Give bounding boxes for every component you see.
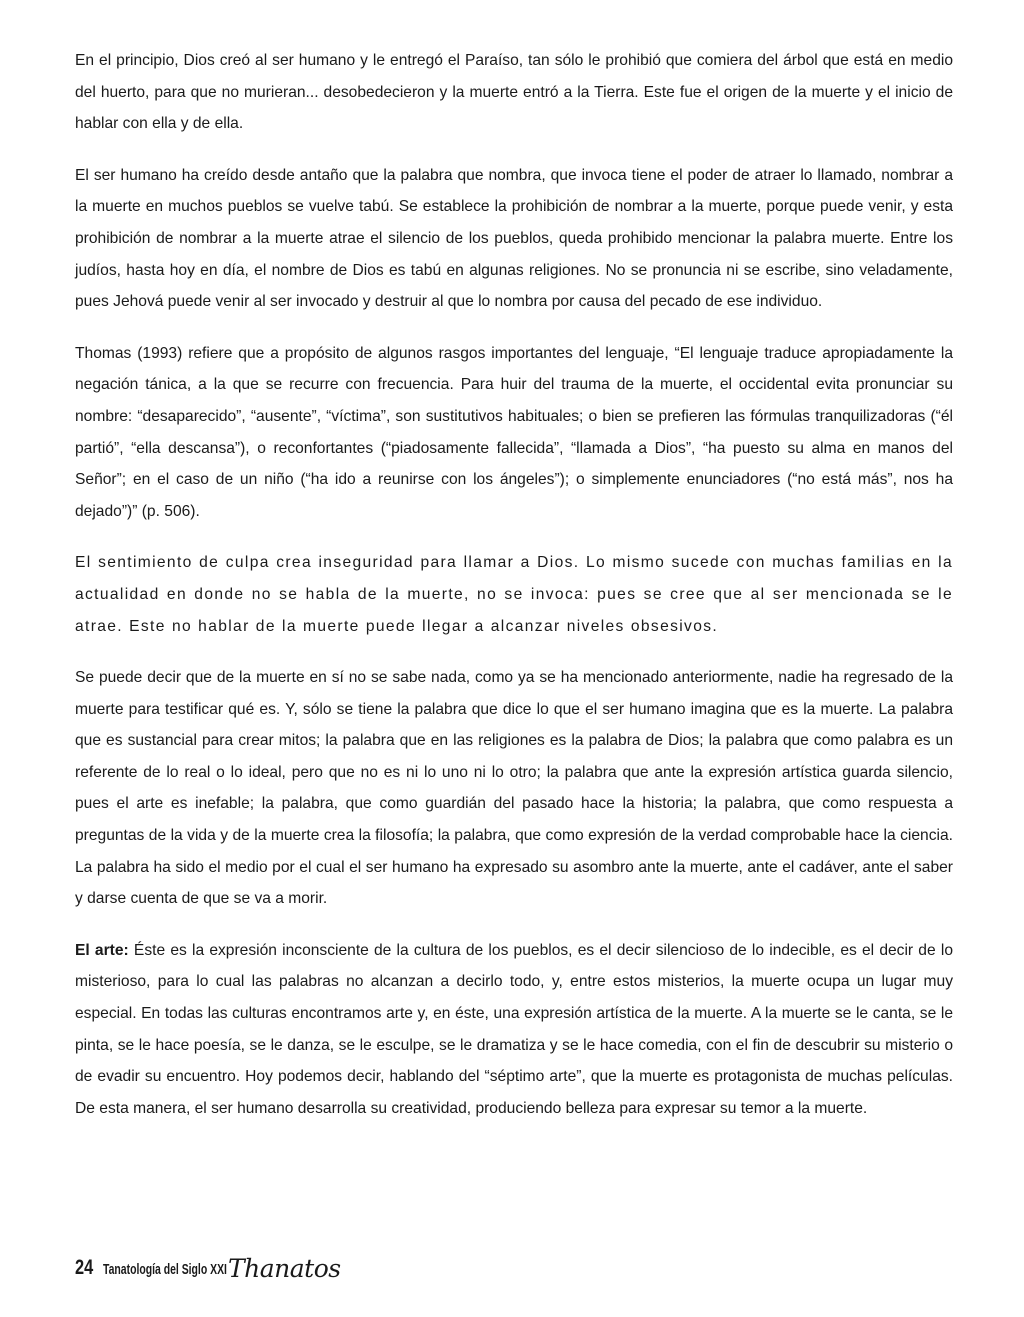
- paragraph-text: Thomas (1993) refiere que a propósito de algunos rasgos importantes del lenguaje, “El lenguaje traduce apropiadamente la negación tánica, a la que se recurre con frecuencia. Para huir del trauma de la muerte, el occidental evita pronunciar su nombre: “desaparecido”, “ausente”, “víctima”, son sustitutivos habituales; o bien se prefieren las fórmulas tranquilizadoras (“él partió”, “ella descansa”), o reconfortantes (“piadosamente fallecida”, “llamada a Dios”, “ha puesto su alma en manos del Señor”; en el caso de un niño (“ha ido a reunirse con los ángeles”); o simplemente enunciadores (“no está más”, nos ha dejado”)” (p. 506).: [75, 344, 953, 520]
- paragraph-word: [75, 662, 953, 915]
- journal-logo: Thanatos: [228, 1254, 341, 1283]
- paragraph-art: [75, 935, 953, 1125]
- paragraph-text: Éste es la expresión inconsciente de la cultura de los pueblos, es el decir silencioso de lo indecible, es el decir de lo misterioso, para lo cual las palabras no alcanzan a decirlo todo, y, entre estos misterios, la muerte ocupa un lugar muy especial. En todas las culturas encontramos arte y, en éste, una expresión artística de la muerte. A la muerte se le canta, se le pinta, se le hace poesía, se le danza, se le esculpe, se le dramatiza y se le hace comedia, con el fin de descubrir su misterio o de evadir su encuentro. Hoy podemos decir, hablando del “séptimo arte”, que la muerte es protagonista de muchas películas. De esta manera, el ser humano desarrolla su creatividad, produciendo belleza para expresar su temor a la muerte.: [75, 941, 953, 1117]
- paragraph-guilt: [75, 547, 953, 642]
- paragraph-lead: El arte:: [75, 941, 129, 959]
- paragraph-thomas-quote: [75, 338, 953, 528]
- paragraph-text: El ser humano ha creído desde antaño que la palabra que nombra, que invoca tiene el poder de atraer lo llamado, nombrar a la muerte en muchos pueblos se vuelve tabú. Se establece la prohibición de nombrar a la muerte, porque puede venir, y esta prohibición de nombrar a la muerte atrae el silencio de los pueblos, queda prohibido mencionar la palabra muerte. Entre los judíos, hasta hoy en día, el nombre de Dios es tabú en algunas religiones. No se pronuncia ni se escribe, sino veladamente, pues Jehová puede venir al ser invocado y destruir al que lo nombra por causa del pecado de ese individuo.: [75, 166, 953, 311]
- paragraph-text: El sentimiento de culpa crea inseguridad para llamar a Dios. Lo mismo sucede con muchas familias en la actualidad en donde no se habla de la muerte, no se invoca: pues se cree que al ser mencionada se le atrae. Este no hablar de la muerte puede llegar a alcanzar niveles obsesivos.: [75, 554, 953, 635]
- page-number: 24: [75, 1256, 94, 1279]
- article-body: [75, 45, 953, 1144]
- paragraph-genesis: [75, 45, 953, 140]
- page-footer: [75, 1244, 341, 1283]
- paragraph-text: En el principio, Dios creó al ser humano y le entregó el Paraíso, tan sólo le prohibió que comiera del árbol que está en medio del huerto, para que no murieran... desobedecieron y la muerte entró a la Tierra. Este fue el origen de la muerte y el inicio de hablar con ella y de ella.: [75, 52, 953, 133]
- paragraph-taboo: [75, 160, 953, 318]
- journal-name: Tanatología del Siglo XXI: [103, 1262, 227, 1278]
- paragraph-text: Se puede decir que de la muerte en sí no se sabe nada, como ya se ha mencionado anteriormente, nadie ha regresado de la muerte para testificar qué es. Y, sólo se tiene la palabra que dice lo que el ser humano imagina que es la muerte. La palabra que es sustancial para crear mitos; la palabra que en las religiones es la palabra de Dios; la palabra que como palabra es un referente de lo real o lo ideal, pero que no es ni lo uno ni lo otro; la palabra que ante la expresión artística guarda silencio, pues el arte es inefable; la palabra, que como guardián del pasado hace la historia; la palabra, que como respuesta a preguntas de la vida y de la muerte crea la filosofía; la palabra, que como expresión de la verdad comprobable hace la ciencia. La palabra ha sido el medio por el cual el ser humano ha expresado su asombro ante la muerte, ante el cadáver, ante el saber y darse cuenta de que se va a morir.: [75, 669, 953, 908]
